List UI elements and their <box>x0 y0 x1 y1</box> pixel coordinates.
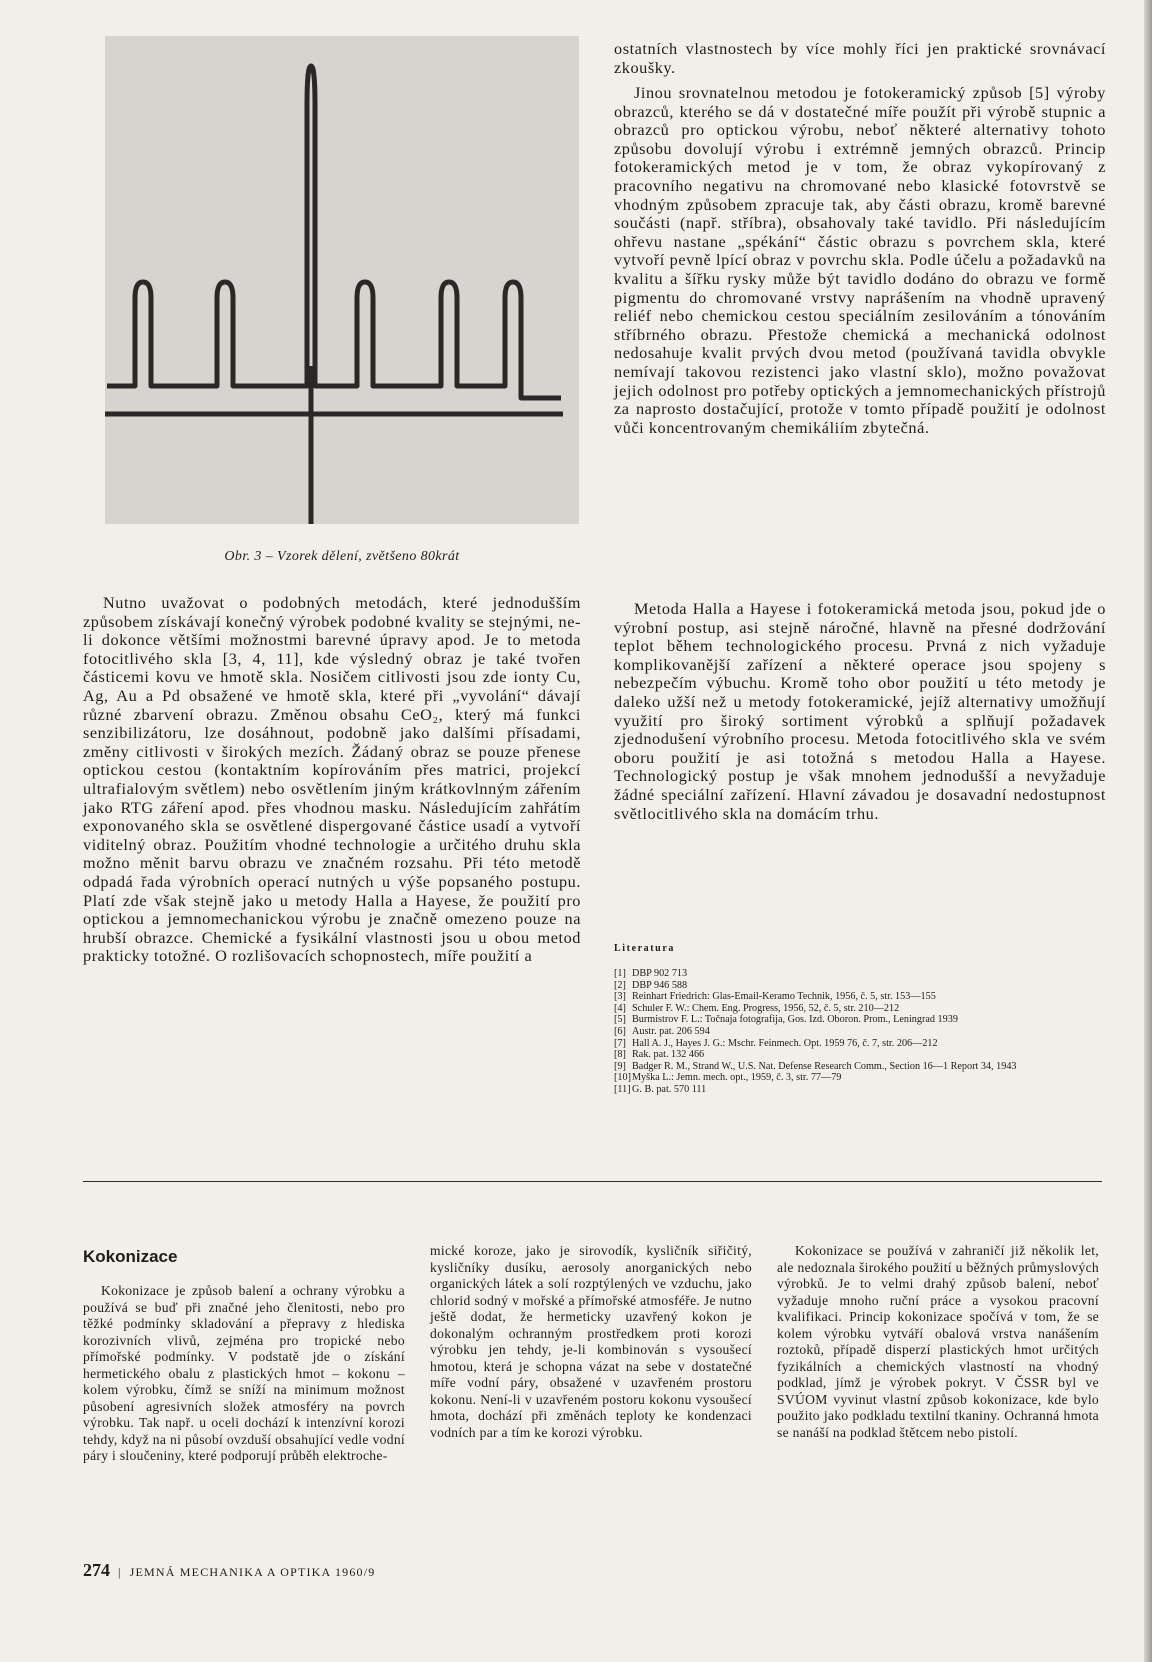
reference-item: [6] Austr. pat. 206 594 <box>614 1025 710 1037</box>
reference-item: [3] Reinhart Friedrich: Glas-Email-Keramo Technik, 1956, č. 5, str. 153—155 <box>614 991 936 1003</box>
section-divider <box>83 1181 1102 1182</box>
journal-name: JEMNÁ MECHANIKA A OPTIKA 1960/9 <box>129 1565 376 1579</box>
right-column-paragraph-1: ostatních vlastnostech by více mohly říci jen praktické srovnávací zkoušky. <box>614 39 1106 77</box>
figure-caption: Obr. 3 – Vzorek dělení, zvětšeno 80krát <box>224 549 460 564</box>
division-pattern-image <box>105 36 579 524</box>
page-edge <box>1144 0 1152 1662</box>
page-footer <box>83 1560 376 1581</box>
reference-item: [9] Badger R. M., Strand W., U.S. Nat. Defense Research Comm., Section 16—1 Report 34, 1943 <box>614 1060 1017 1072</box>
section-title: Kokonizace <box>83 1247 178 1266</box>
literature-heading: Literatura <box>614 943 675 954</box>
right-column-paragraph-2: Jinou srovnatelnou metodou je fotokeramický způsob [5] výroby obrazců, kterého se dá v dostatečné míře použít při výrobě stupnic a obrazců pro optickou výrobu, neboť některé alternativy tohoto způsobu dovolují výrobu i extrémně jemných obrazců. Princip fotokeramických metod je v tom, že obraz vykopírovaný z pracovního negativu na chromované nebo klasické fotovrstvě se vhodným způsobem zpracuje tak, aby části obrazu, kromě barevné součásti (např. stříbra), obsahovaly také tavidlo. Při následujícím ohřevu nastane „spékání“ částic obrazu s povrchem skla, které vytvoří pevně lpící obraz v povrchu skla. Podle účelu a požadavků na kvalitu a šířku rysky může být tavidlo dodáno do obrazu ve formě pigmentu do chromované vrstvy naprášením na vhodně upravený reliéf nebo chemickou cestou speciálním zesilováním a tónováním stříbrného obrazu. Přestože chemická a mechanická odolnost nedosahuje kvalit prvých dvou metod (používaná tavidla obvykle nemívají takovou rezistenci jako vlastní sklo), možno považovat jejich odolnost pro potřeby optických a jemnomechanických přístrojů za naprosto dostačující, protože v tomto případě použití je odolnost vůči koncentrovaným chemikáliím zbytečná. <box>614 83 1106 437</box>
page-number: 274 <box>83 1560 110 1580</box>
reference-item: [2] DBP 946 588 <box>614 979 688 991</box>
reference-item: [10] Myška L.: Jemn. mech. opt., 1959, č. 3, str. 77—79 <box>614 1072 842 1084</box>
reference-item: [8] Rak. pat. 132 466 <box>614 1049 705 1061</box>
left-column-paragraph: Nutno uvažovat o podobných metodách, které jednodušším způsobem získávají konečný výrobek podobné kvality se stejnými, ne-li dokonce většími možnostmi barevné úpravy apod. Je to metoda fotocitlivého skla [3, 4, 11], kde výsledný obraz je také tvořen částicemi kovu ve hmotě skla. Nosičem citlivosti jsou zde ionty Cu, Ag, Au a Pd obsažené ve hmotě skla, které při „vyvolání“ dávají různé zbarvení obrazu. Změnou obsahu CeO₂, který má funkci senzibilizátoru, lze dosáhnout, podobně jako dalšími přísadami, změny citlivosti v širokých mezích. Žádaný obraz se pouze přenese optickou cestou (kontaktním kopírováním přes matrici, projekcí ultrafialovým světlem) nebo osvětlením jiným krátkovlnným zářením jako RTG záření apod. přes vhodnou masku. Následujícím zahřátím exponovaného skla se osvětlené dispergované částice usadí a vytvoří viditelný obraz. Použitím vhodné technologie a určitého druhu skla možno měnit barvu obrazu ve značném rozsahu. Při této metodě odpadá řada výrobních operací nutných u výše popsaného postupu. Platí zde však stejně jako u metody Halla a Hayese, že použití pro optickou a jemnomechanickou výrobu je značně omezeno pouze na hrubší obrazce. Chemické a fysikální vlastnosti jsou u obou metod prakticky totožné. O rozlišovacích schopnostech, míře použití a <box>83 593 581 966</box>
reference-item: [11] G. B. pat. 570 111 <box>614 1083 707 1095</box>
reference-item: [5] Burmistrov F. L.: Točnaja fotografija, Gos. Izd. Oboron. Prom., Leningrad 1939 <box>614 1014 958 1026</box>
reference-item: [7] Hall A. J., Hayes J. G.: Mschr. Feinmech. Opt. 1959 76, č. 7, str. 206—212 <box>614 1037 938 1049</box>
figure-division-sample <box>105 36 579 524</box>
right-column-paragraph-3: Metoda Halla a Hayese i fotokeramická metoda jsou, pokud jde o výrobní postup, asi stejně náročné, hlavně na přesné dodržování teplot během technologického procesu. Prvná z nich vyžaduje komplikovanější zařízení a některé operace jsou spojeny s nebezpečím výbuchu. Kromě toho obor použití u této metody je daleko užší než u metody fotokeramické, jejíž alternativy umožňují využití pro široký sortiment výrobků a splňují požadavek zjednodušení výrobního procesu. Metoda fotocitlivého skla ve svém oboru použití je asi totožná s metodou Halla a Hayese. Technologický postup je však mnohem jednodušší a nevyžaduje žádné speciální zařízení. Hlavní závadou je dosavadní nedostupnost světlocitlivého skla na domácím trhu. <box>614 599 1106 823</box>
reference-item: [4] Schuler F. W.: Chem. Eng. Progress, 1956, 52, č. 5, str. 210—212 <box>614 1002 900 1014</box>
reference-item: [1] DBP 902 713 <box>614 968 688 979</box>
footer-separator: | <box>118 1565 122 1579</box>
section-column-3: Kokonizace se používá v zahraničí již několik let, ale nedoznala širokého použití u běžných průmyslových výrobků. Je to velmi drahý způsob balení, neboť vyžaduje mnoho ruční práce a vysokou pracovní kvalifikaci. Princip kokonizace spočívá v tom, že se kolem výrobku vytváří obalová vrstva nanášením roztoků, případě disperzí plastických hmot určitých fyzikálních a chemických vlastností na vhodný podklad, jímž je výrobek pokryt. V ČSSR byl ve SVÚOM vyvinut vlastní způsob kokonizace, kde bylo použito jako podkladu textilní tkaniny. Ochranná hmota se nanáší na podklad štětcem nebo pistolí. <box>777 1243 1099 1440</box>
section-column-2: mické koroze, jako je sirovodík, kysličník siřičitý, kysličníky dusíku, aerosoly anorganických nebo organických látek a solí rozptýlených ve vzduchu, jako chlorid sodný v mořské a přímořské atmosféře. Je nutno ještě dodat, že hermeticky uzavřený kokon je dokonalým ochranným prostředkem proti korozi výrobku jen tehdy, je-li kombinován s vysoušecí hmotou, která je schopna vázat na sebe v dostatečné míře vodní páry, obsažené v uzavřeném prostoru kokonu. Není-li v uzavřeném postoru kokonu vysoušecí hmota, dochází při změnách teploty ke kondenzaci vodních par a tím ke korozi výrobku. <box>430 1243 752 1440</box>
section-column-1: Kokonizace je způsob balení a ochrany výrobku a používá se buď při značné jeho členitosti, nebo pro těžké podmínky skladování a přepravy z hlediska korozivních vlivů, zejména pro tropické nebo přímořské podmínky. V podstatě jde o získání hermetického obalu z plastických hmot – kokonu – kolem výrobku, čímž se sníží na minimum možnost působení agresivních složek atmosféry na povrch výrobku. Tak např. u oceli dochází k intenzívní korozi tehdy, když na ni působí ovzduší obsahující vedle vodní páry i sloučeniny, které podporují průběh elektroche- <box>83 1283 405 1463</box>
reference-list <box>614 968 1106 1096</box>
